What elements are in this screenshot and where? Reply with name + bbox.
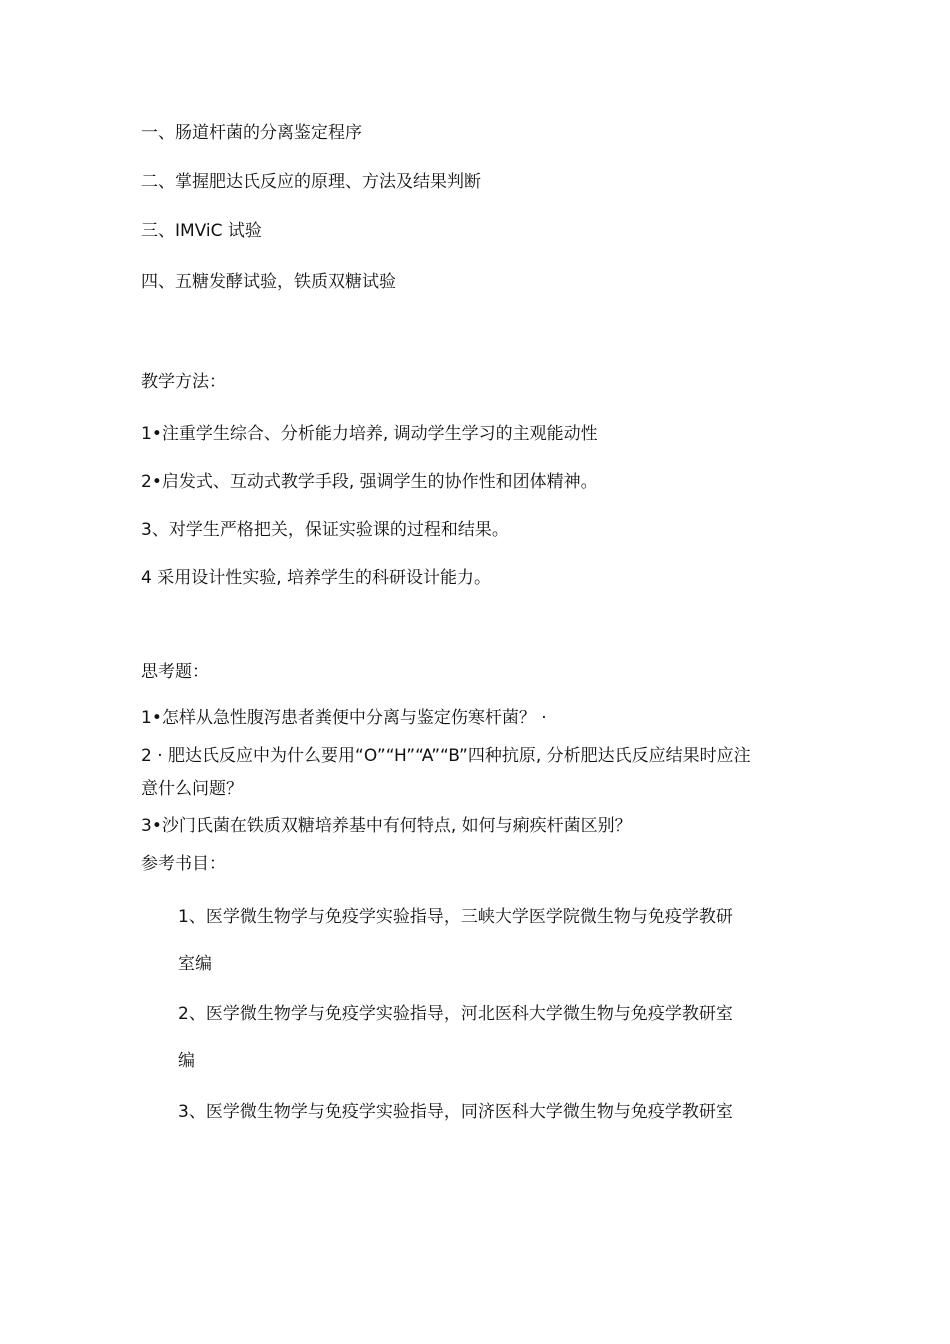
teaching-methods-heading: 教学方法：	[141, 372, 226, 392]
teaching-method-item-3: 3、对学生严格把关，保证实验课的过程和结果。	[141, 520, 509, 540]
reference-item-2-continued: 编	[178, 1051, 195, 1071]
reference-item-1-continued: 室编	[178, 954, 212, 974]
objective-item-4: 四、五糖发酵试验，铁质双糖试验	[141, 272, 396, 292]
teaching-method-item-1: 1•注重学生综合、分析能力培养, 调动学生学习的主观能动性	[141, 424, 598, 444]
objective-item-1: 一、肠道杆菌的分离鉴定程序	[141, 123, 362, 143]
objective-item-3: 三、IMViC 试验	[141, 221, 262, 241]
references-heading: 参考书目：	[141, 854, 226, 874]
question-item-2-continued: 意什么问题？	[141, 779, 243, 799]
question-item-1: 1•怎样从急性腹泻患者粪便中分离与鉴定伤寒杆菌？ ·	[141, 708, 547, 728]
reference-item-1: 1、医学微生物学与免疫学实验指导，三峡大学医学院微生物与免疫学教研	[178, 907, 733, 927]
question-item-2: 2 · 肥达氏反应中为什么要用“O”“H”“A”“B”四种抗原, 分析肥达氏反应结果时应注	[141, 746, 751, 766]
question-item-3: 3•沙门氏菌在铁质双糖培养基中有何特点, 如何与痢疾杆菌区别？	[141, 816, 632, 836]
teaching-method-item-4: 4 采用设计性实验, 培养学生的科研设计能力。	[141, 568, 492, 588]
reference-item-3: 3、医学微生物学与免疫学实验指导，同济医科大学微生物与免疫学教研室	[178, 1102, 733, 1122]
reference-item-2: 2、医学微生物学与免疫学实验指导，河北医科大学微生物与免疫学教研室	[178, 1004, 733, 1024]
questions-heading: 思考题：	[141, 662, 209, 682]
teaching-method-item-2: 2•启发式、互动式教学手段, 强调学生的协作性和团体精神。	[141, 472, 598, 492]
objective-item-2: 二、掌握肥达氏反应的原理、方法及结果判断	[141, 172, 481, 192]
